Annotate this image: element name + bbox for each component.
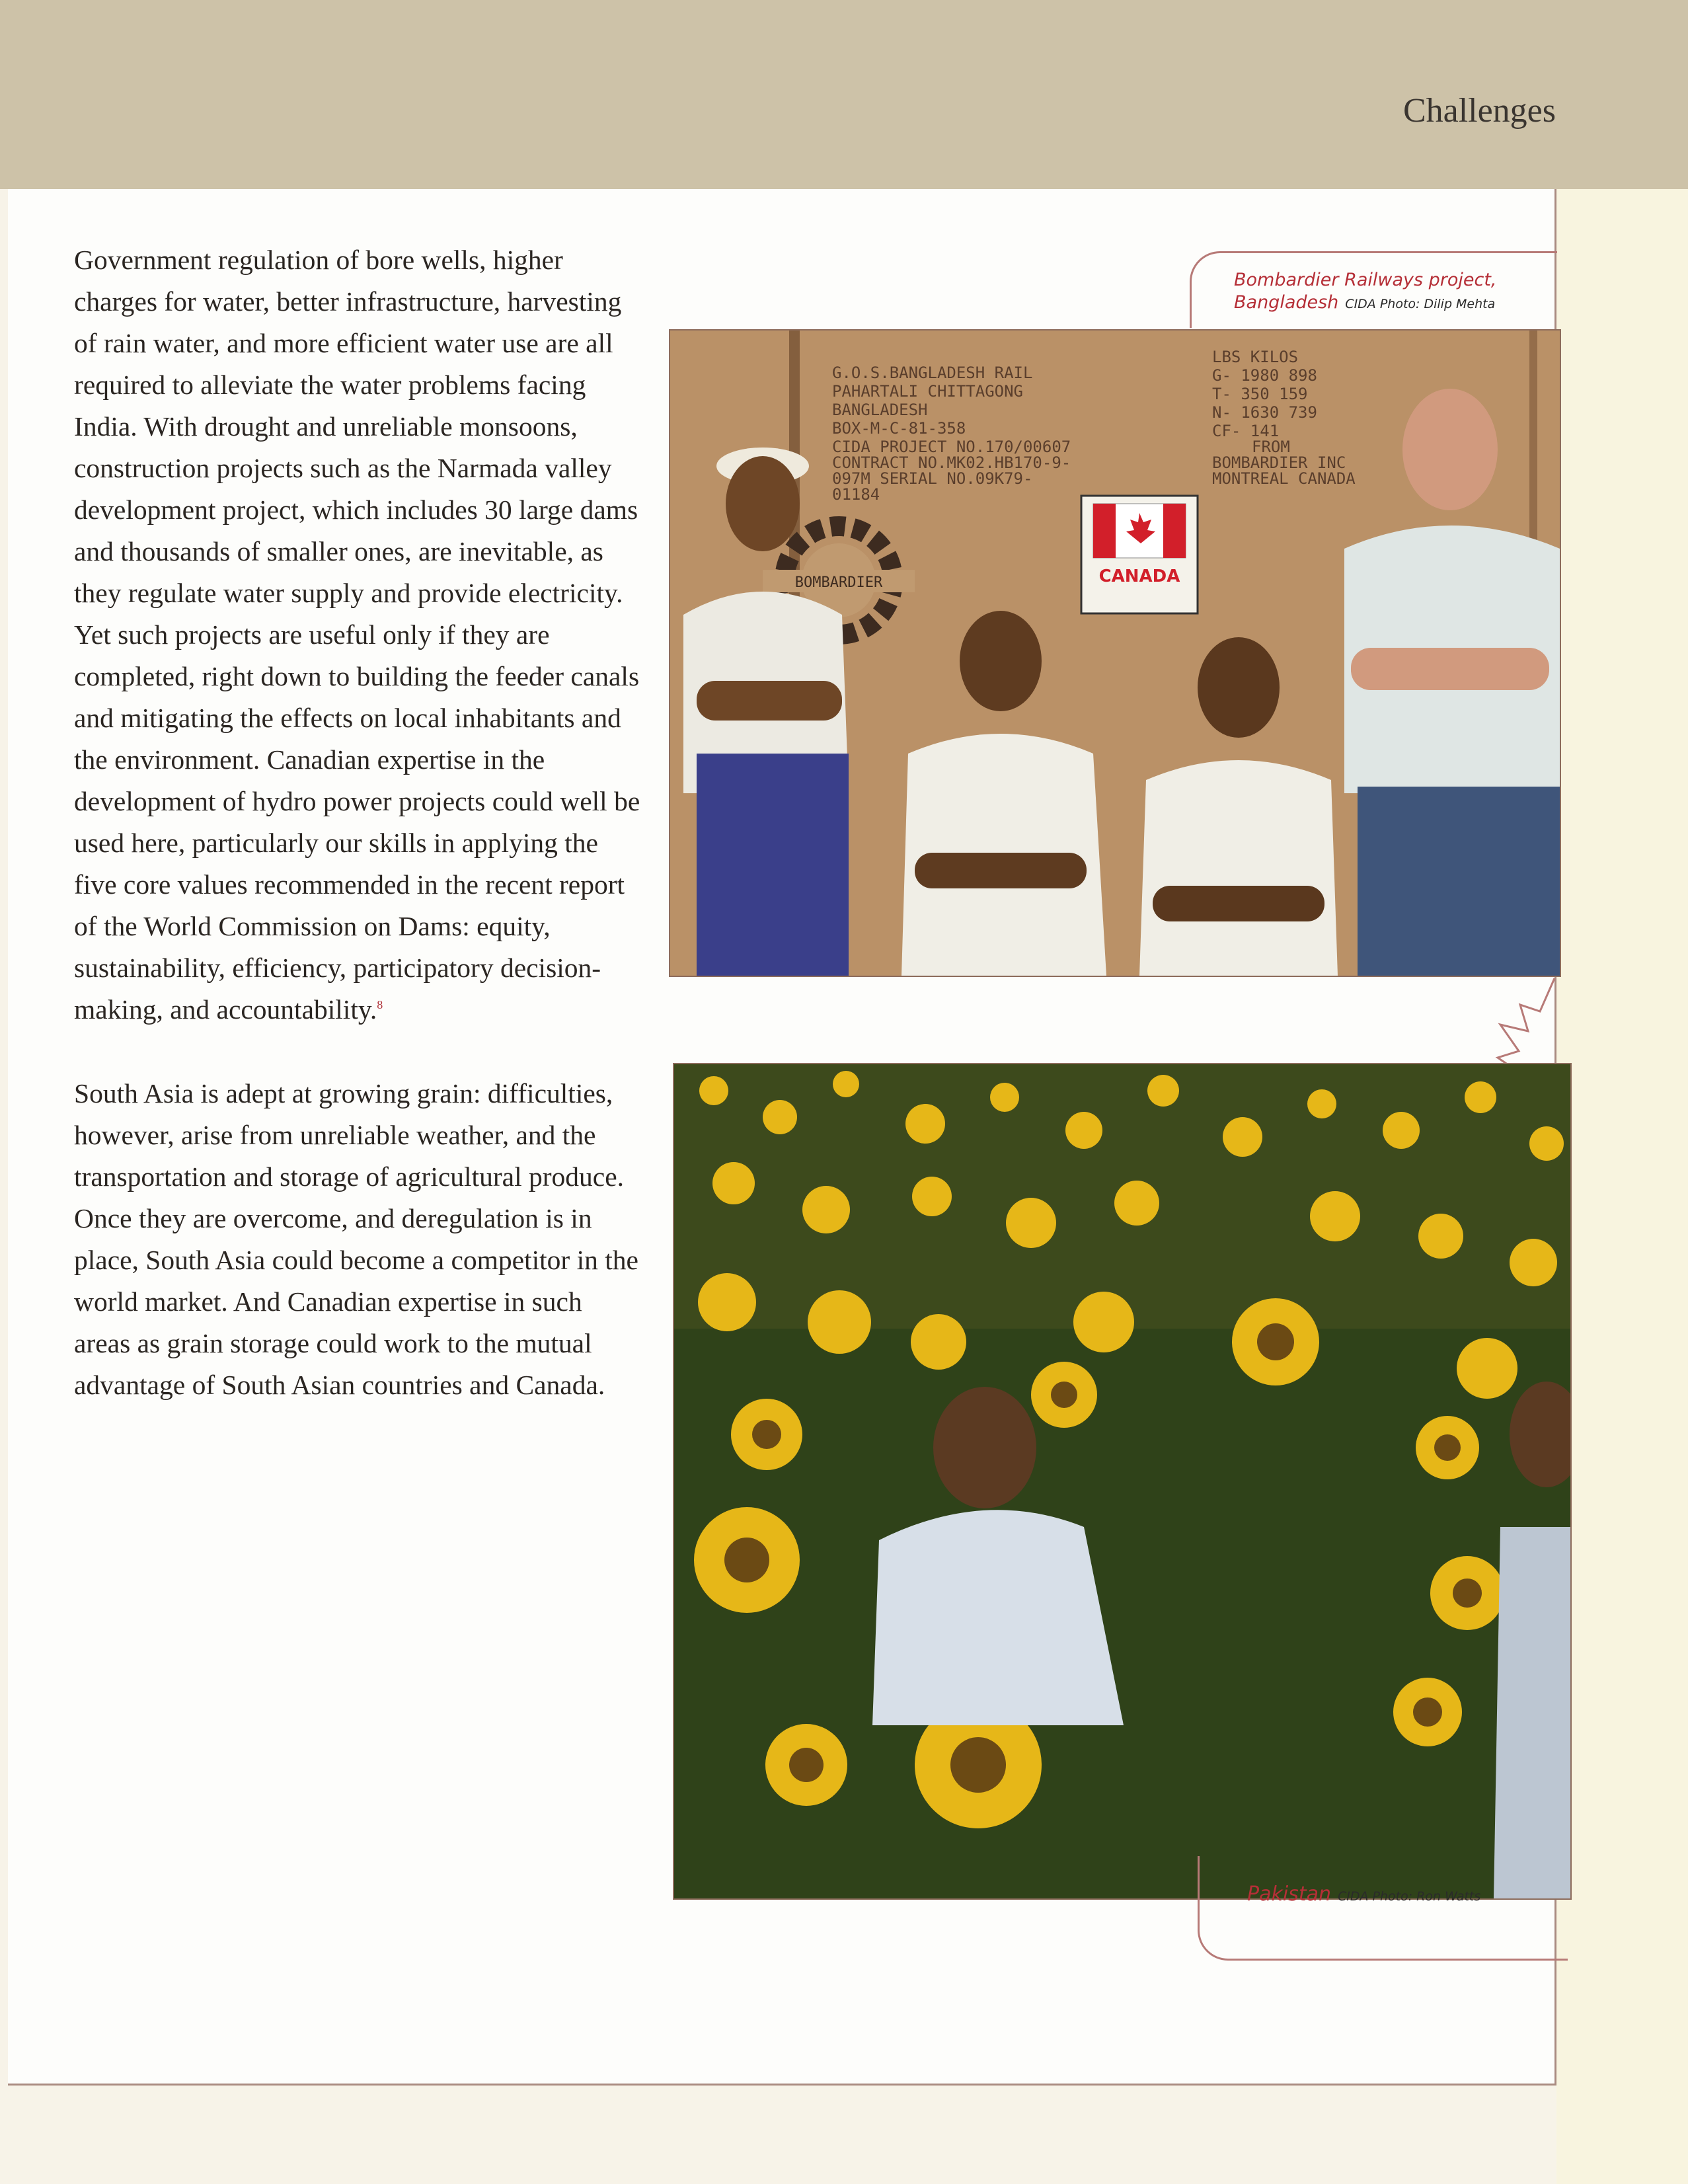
paragraph-water bbox=[74, 239, 642, 1031]
photo-credit-bottom: CIDA Photo: Ron Watts bbox=[1337, 1889, 1481, 1904]
canada-flag-label bbox=[1081, 496, 1198, 613]
logo-text: BOMBARDIER bbox=[794, 574, 883, 591]
page-header bbox=[0, 0, 1688, 189]
stencil-line: LBS KILOS bbox=[1212, 348, 1299, 366]
right-margin-band bbox=[1556, 189, 1688, 2184]
flag-label-text: CANADA bbox=[1098, 566, 1180, 586]
stencil-line: CIDA PROJECT NO.170/00607 bbox=[832, 438, 1071, 456]
stencil-line: FROM bbox=[1252, 438, 1290, 456]
section-title: Challenges bbox=[1402, 92, 1556, 130]
paragraph-grain-text: South Asia is adept at growing grain: difficulties, however, arise from unreliable weather, and the transportation and storage of agricultural produce. Once they are overcome, and deregulation is in place, South Asia could become a competitor in the world market. And Canadian expertise in such areas as grain storage could work to the mutual advantage of South Asian countries and Canada. bbox=[74, 1078, 638, 1400]
bombardier-photo bbox=[669, 329, 1561, 977]
photo-caption-top bbox=[1190, 251, 1557, 328]
stencil-line: G.O.S.BANGLADESH RAIL bbox=[832, 364, 1033, 382]
stencil-line: BANGLADESH bbox=[832, 401, 928, 419]
stencil-line: CF- 141 bbox=[1212, 422, 1280, 440]
paragraph-water-text: Government regulation of bore wells, higher charges for water, better infrastructure, harvesting of rain water, and more efficient water use are all required to alleviate the water problems facing India. With drought and unreliable monsoons, construction projects such as the Narmada valley development project, which includes 30 large dams and thousands of smaller ones, are inevitable, as they regulate water supply and provide electricity. Yet such projects are useful only if they are completed, right down to building the feeder canals and mitigating the effects on local inhabitants and the environment. Canadian expertise in the development of hydro power projects could well be used here, particularly our skills in applying the five core values recommended in the recent report of the World Commission on Dams: equity, sustainability, efficiency, participatory decision-making, and accountability. bbox=[74, 245, 640, 1025]
caption-top-line1: Bombardier Railways project, bbox=[1234, 270, 1497, 290]
photo-caption-bottom bbox=[1198, 1856, 1568, 1961]
stencil-line: CONTRACT NO.MK02.HB170-9- bbox=[832, 453, 1071, 472]
stencil-line: 097M SERIAL NO.09K79- bbox=[832, 469, 1033, 488]
caption-top-line2: Bangladesh bbox=[1234, 292, 1339, 313]
caption-bottom-place: Pakistan bbox=[1247, 1883, 1331, 1906]
paragraph-grain bbox=[74, 1073, 642, 1406]
stencil-line: G- 1980 898 bbox=[1212, 366, 1317, 385]
body-text bbox=[74, 239, 642, 1448]
photo-credit-top: CIDA Photo: Dilip Mehta bbox=[1345, 297, 1496, 311]
stencil-line: BOMBARDIER INC bbox=[1212, 453, 1346, 472]
stencil-line: MONTREAL CANADA bbox=[1212, 469, 1356, 488]
footnote-marker[interactable]: 8 bbox=[377, 998, 383, 1012]
stencil-line: 01184 bbox=[832, 485, 880, 504]
stencil-line: T- 350 159 bbox=[1212, 385, 1308, 403]
stencil-line: BOX-M-C-81-358 bbox=[832, 419, 966, 438]
stencil-line: N- 1630 739 bbox=[1212, 403, 1317, 422]
sunflower-photo bbox=[673, 1063, 1572, 1900]
stencil-line: PAHARTALI CHITTAGONG bbox=[832, 382, 1023, 401]
